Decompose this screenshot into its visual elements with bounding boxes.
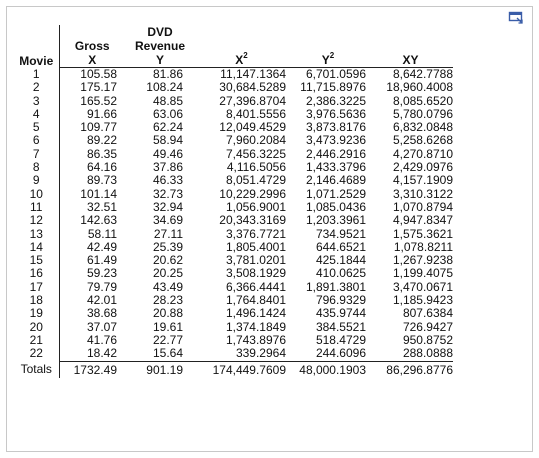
cell-y-squared: 1,203.3961: [305, 213, 366, 228]
cell-revenue-y: 20.88: [152, 306, 183, 321]
totals-row: [14, 361, 453, 378]
cell-x-squared: 8,401.5556: [225, 106, 286, 121]
cell-xy: 8,085.6520: [392, 93, 453, 108]
cell-y-squared: 1,433.3796: [305, 160, 366, 175]
cell-movie-number: 9: [14, 174, 59, 187]
cell-movie-number: 5: [14, 121, 59, 134]
cell-revenue-y: 27.11: [153, 226, 183, 241]
cell-gross-x: 105.58: [80, 67, 117, 81]
cell-x-squared: 20,343.3169: [219, 213, 286, 228]
cell-xy: 288.0888: [368, 347, 453, 361]
table-row: [14, 334, 453, 347]
cell-movie-number: 8: [14, 161, 59, 174]
cell-x-squared: 12,049.4529: [219, 120, 286, 135]
cell-xy: 1,199.4075: [392, 266, 453, 281]
cell-x-squared: 11,147.1364: [220, 67, 286, 81]
cell-movie-number: 10: [14, 188, 59, 201]
cell-gross-x: 37.07: [86, 319, 117, 334]
cell-revenue-y: 81.86: [152, 67, 183, 81]
cell-x-squared: 27,396.8704: [219, 93, 286, 108]
cell-revenue-y: 58.94: [152, 133, 183, 148]
table-row: [14, 108, 453, 121]
header-movie-line1: [14, 25, 59, 39]
cell-movie-number: 22: [14, 347, 59, 361]
table-row: [14, 68, 453, 82]
cell-movie-number: 3: [14, 95, 59, 108]
cell-y-squared: 796.9329: [315, 293, 366, 308]
cell-revenue-y: 62.24: [152, 120, 183, 135]
cell-xy: 3,310.3122: [392, 186, 453, 201]
cell-x-squared: 7,456.3225: [225, 146, 286, 161]
cell-revenue-y: 28.23: [152, 293, 183, 308]
cell-xy: 8,642.7788: [392, 67, 453, 81]
cell-x-squared: 1,374.1849: [225, 319, 286, 334]
cell-xy: 4,270.8710: [392, 146, 453, 161]
total-revenue-y: 901.19: [146, 362, 183, 377]
table-row: [14, 188, 453, 201]
cell-movie-number: 16: [14, 267, 59, 280]
cell-y-squared: 2,446.2916: [305, 146, 366, 161]
table-row: [14, 81, 453, 94]
cell-y-squared: 3,873.8176: [305, 120, 366, 135]
header-x-squared: $X^2$: [195, 53, 288, 68]
cell-y-squared: 3,473.9236: [305, 133, 366, 148]
cell-x-squared: 10,229.2996: [219, 186, 286, 201]
cell-gross-x: 32.51: [86, 199, 117, 214]
table-row: [14, 241, 453, 254]
cell-x-squared: 3,781.0201: [225, 253, 286, 268]
cell-gross-x: 109.77: [80, 120, 117, 135]
cell-movie-number: 21: [14, 334, 59, 347]
total-y-squared: 48,000.1903: [299, 362, 366, 377]
header-xy: XY: [368, 53, 453, 68]
cell-revenue-y: 32.73: [152, 186, 183, 201]
cell-movie-number: 11: [14, 201, 59, 214]
expand-window-icon[interactable]: [508, 11, 524, 25]
cell-revenue-y: 108.24: [146, 80, 183, 95]
cell-gross-x: 61.49: [86, 253, 117, 268]
cell-y-squared: 11,715.8976: [300, 80, 366, 95]
header-y-squared: $Y^2$: [288, 53, 368, 68]
cell-y-squared: 1,891.3801: [305, 279, 366, 294]
total-gross-x: 1732.49: [73, 362, 117, 377]
cell-movie-number: 7: [14, 148, 59, 161]
cell-gross-x: 41.76: [86, 332, 117, 347]
table-row: [14, 307, 453, 320]
cell-revenue-y: 22.77: [152, 332, 183, 347]
cell-revenue-y: 15.64: [125, 347, 195, 361]
cell-xy: 1,078.8211: [393, 239, 453, 254]
header-movie: Movie: [14, 53, 59, 68]
cell-xy: 4,947.8347: [392, 213, 453, 228]
cell-x-squared: 4,116.5056: [226, 160, 286, 175]
cell-revenue-y: 25.39: [152, 239, 183, 254]
cell-y-squared: 2,386.3225: [305, 93, 366, 108]
cell-x-squared: 1,805.4001: [225, 239, 286, 254]
cell-y-squared: 244.6096: [288, 347, 368, 361]
cell-revenue-y: 49.46: [152, 146, 183, 161]
table-row: [14, 281, 453, 294]
cell-gross-x: 64.16: [86, 160, 117, 175]
header-y: Y: [125, 53, 195, 68]
cell-gross-x: 142.63: [80, 213, 117, 228]
cell-y-squared: 6,701.0596: [305, 67, 366, 81]
cell-x-squared: 30,684.5289: [219, 80, 286, 95]
cell-y-squared: 3,976.5636: [305, 106, 366, 121]
cell-movie-number: 15: [14, 254, 59, 267]
cell-movie-number: 14: [14, 241, 59, 254]
cell-gross-x: 89.73: [86, 173, 117, 188]
cell-gross-x: 175.17: [80, 80, 117, 95]
table-row: [14, 267, 453, 280]
cell-y-squared: 734.9521: [315, 226, 366, 241]
cell-xy: 726.9427: [402, 319, 453, 334]
table-row: [14, 148, 453, 161]
cell-x-squared: 8,051.4729: [225, 173, 286, 188]
cell-revenue-y: 63.06: [152, 106, 183, 121]
cell-movie-number: 18: [14, 294, 59, 307]
header-gross-line1: [59, 25, 125, 39]
cell-gross-x: 79.79: [86, 279, 117, 294]
cell-y-squared: 2,146.4689: [305, 173, 366, 188]
cell-gross-x: 89.22: [86, 133, 117, 148]
header-gross: Gross: [74, 39, 110, 53]
cell-x-squared: 339.2964: [195, 347, 288, 361]
cell-x-squared: 6,366.4441: [225, 279, 286, 294]
cell-revenue-y: 20.25: [152, 266, 183, 281]
cell-xy: 807.6384: [402, 306, 453, 321]
cell-xy: 950.8752: [402, 332, 453, 347]
totals-label: Totals: [14, 361, 59, 378]
cell-gross-x: 165.52: [80, 93, 117, 108]
cell-x-squared: 1,496.1424: [225, 306, 286, 321]
cell-gross-x: 58.11: [87, 226, 117, 241]
cell-y-squared: 518.4729: [315, 332, 366, 347]
cell-gross-x: 86.35: [86, 146, 117, 161]
cell-y-squared: 1,085.0436: [305, 199, 366, 214]
cell-revenue-y: 37.86: [152, 160, 183, 175]
cell-y-squared: 410.0625: [315, 266, 366, 281]
cell-gross-x: 18.42: [59, 347, 125, 361]
cell-movie-number: 12: [14, 214, 59, 227]
cell-xy: 18,960.4008: [386, 80, 453, 95]
cell-xy: 1,575.3621: [392, 226, 453, 241]
cell-movie-number: 17: [14, 281, 59, 294]
cell-x-squared: 1,764.8401: [225, 293, 286, 308]
cell-movie-number: 6: [14, 134, 59, 147]
table-row: [14, 134, 453, 147]
table-row: [14, 347, 453, 361]
cell-x-squared: 3,376.7721: [225, 226, 286, 241]
cell-revenue-y: 19.61: [152, 319, 183, 334]
cell-x-squared: 1,056.9001: [225, 199, 286, 214]
total-xy: 86,296.8776: [386, 362, 453, 377]
cell-xy: 6,832.0848: [392, 120, 453, 135]
table-row: [14, 321, 453, 334]
table-row: [14, 121, 453, 134]
header-revenue: Revenue: [134, 39, 186, 53]
cell-gross-x: 101.14: [80, 186, 117, 201]
cell-movie-number: 4: [14, 108, 59, 121]
cell-movie-number: 2: [14, 81, 59, 94]
cell-xy: 1,070.8794: [392, 199, 453, 214]
cell-revenue-y: 32.94: [152, 199, 183, 214]
cell-y-squared: 644.6521: [315, 239, 366, 254]
table-row: [14, 214, 453, 227]
table-row: [14, 254, 453, 267]
header-dvd-line1: DVD: [147, 25, 173, 39]
cell-xy: 5,258.6268: [392, 133, 453, 148]
cell-revenue-y: 20.62: [152, 253, 183, 268]
cell-x-squared: 1,743.8976: [225, 332, 286, 347]
cell-revenue-y: 34.69: [152, 213, 183, 228]
cell-xy: 5,780.0796: [392, 106, 453, 121]
cell-xy: 1,267.9238: [392, 253, 453, 268]
cell-xy: 1,185.9423: [392, 293, 453, 308]
cell-gross-x: 42.01: [86, 293, 117, 308]
cell-y-squared: 425.1844: [315, 253, 366, 268]
cell-revenue-y: 43.49: [152, 279, 183, 294]
table-row: [14, 228, 453, 241]
total-x-squared: 174,449.7609: [212, 362, 286, 377]
cell-xy: 2,429.0976: [392, 160, 453, 175]
table-row: [14, 201, 453, 214]
table-row: [14, 95, 453, 108]
cell-movie-number: 20: [14, 321, 59, 334]
cell-movie-number: 19: [14, 307, 59, 320]
cell-y-squared: 384.5521: [315, 319, 366, 334]
cell-gross-x: 42.49: [86, 239, 117, 254]
cell-xy: 3,470.0671: [392, 279, 453, 294]
cell-gross-x: 91.66: [86, 106, 117, 121]
cell-gross-x: 38.68: [86, 306, 117, 321]
table-header: [14, 25, 453, 68]
cell-x-squared: 3,508.1929: [225, 266, 286, 281]
cell-revenue-y: 46.33: [152, 173, 183, 188]
cell-movie-number: 1: [14, 68, 59, 82]
cell-xy: 4,157.1909: [392, 173, 453, 188]
movie-revenue-table: [14, 25, 453, 378]
cell-gross-x: 59.23: [86, 266, 117, 281]
cell-revenue-y: 48.85: [152, 93, 183, 108]
table-row: [14, 161, 453, 174]
table-row: [14, 174, 453, 187]
table-row: [14, 294, 453, 307]
cell-movie-number: 13: [14, 228, 59, 241]
cell-y-squared: 435.9744: [315, 306, 366, 321]
header-x: X: [59, 53, 125, 68]
cell-y-squared: 1,071.2529: [305, 186, 366, 201]
cell-x-squared: 7,960.2084: [225, 133, 286, 148]
table-body: [14, 68, 453, 378]
